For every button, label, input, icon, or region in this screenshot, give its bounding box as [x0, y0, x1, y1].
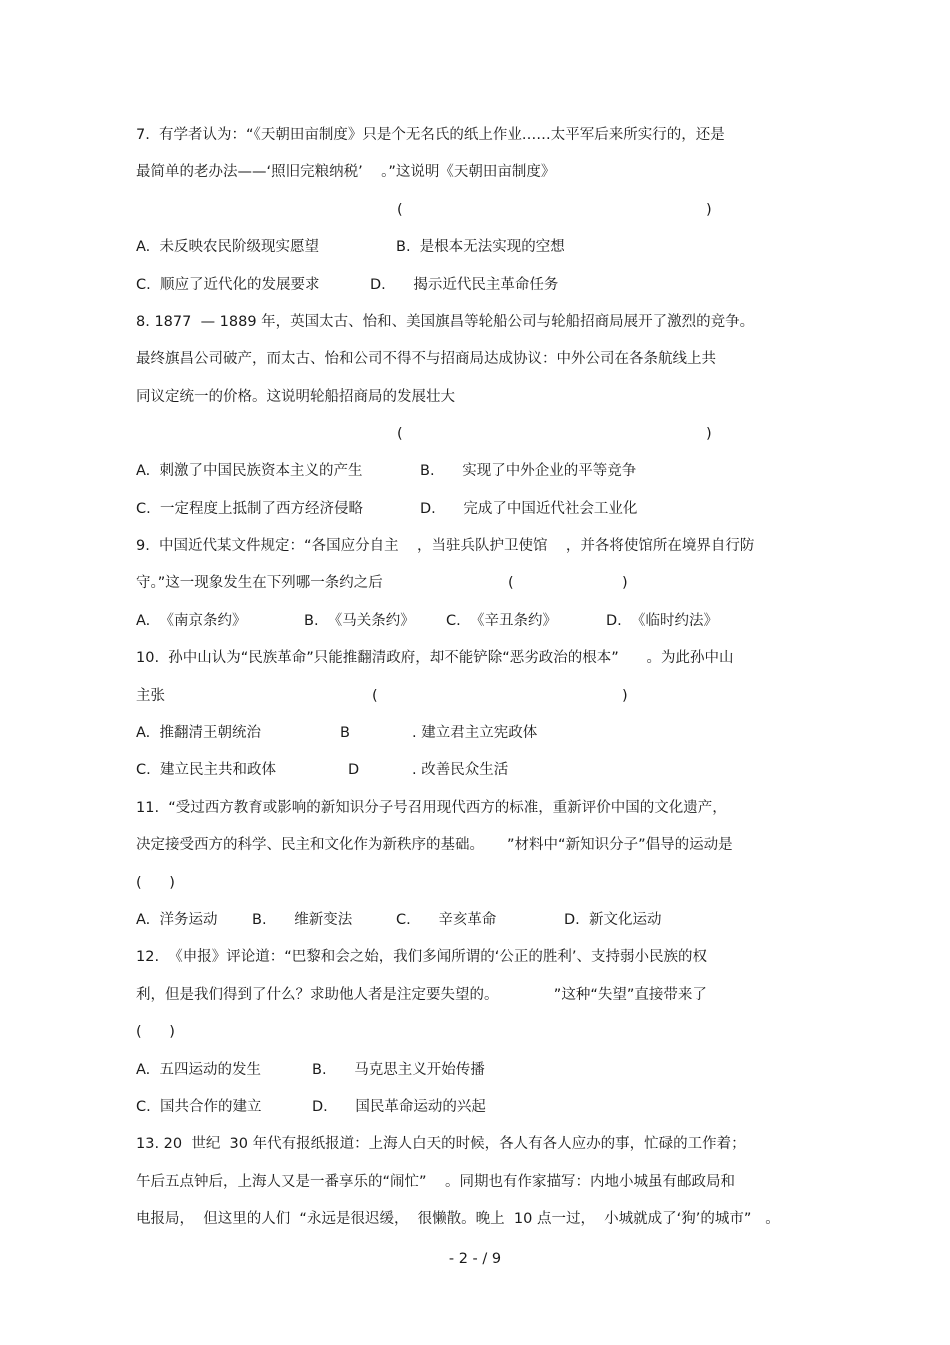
- q9-option-b: B. 《马关条约》: [304, 613, 415, 629]
- q10-option-d-letter: D: [348, 762, 360, 778]
- q12-option-d: D. 国民革命运动的兴起: [312, 1099, 486, 1115]
- q10-line-2: 主张: [136, 688, 165, 704]
- q9-option-c: C. 《辛丑条约》: [446, 613, 557, 629]
- q10-option-b-letter: B: [340, 725, 350, 741]
- q8-line-3: 同议定统一的价格。这说明轮船招商局的发展壮大: [136, 389, 455, 405]
- q8-option-c: C. 一定程度上抵制了西方经济侵略: [136, 501, 363, 517]
- q11-line-1: 11. “受过西方教育或影响的新知识分子号召用现代西方的标准，重新评价中国的文化遗产，: [136, 800, 727, 816]
- q8-line-2: 最终旗昌公司破产，而太古、怡和公司不得不与招商局达成协议：中外公司在各条航线上共: [136, 351, 716, 367]
- q8-option-a: A. 刺激了中国民族资本主义的产生: [136, 463, 363, 479]
- q7-paren-open: (: [397, 202, 403, 218]
- q8-option-d: D. 完成了中国近代社会工业化: [420, 501, 638, 517]
- q12-option-c: C. 国共合作的建立: [136, 1099, 262, 1115]
- q10-paren-close: ): [622, 688, 628, 704]
- q11-answer-paren: ( ): [136, 875, 175, 891]
- q8-option-b: B. 实现了中外企业的平等竞争: [420, 463, 637, 479]
- q13-line-1: 13. 20 世纪 30 年代有报纸报道：上海人白天的时候，各人有各人应办的事，忙碌的工作着；: [136, 1136, 746, 1152]
- q9-line-1: 9. 中国近代某文件规定：“各国应分自主 ，当驻兵队护卫使馆 ，并各将使馆所在境界自行防: [136, 538, 755, 554]
- q9-option-a: A. 《南京条约》: [136, 613, 247, 629]
- q10-line-1: 10. 孙中山认为“民族革命”只能推翻清政府，却不能铲除“恶劣政治的根本” 。为此孙中山: [136, 650, 734, 666]
- q7-option-b: B. 是根本无法实现的空想: [396, 239, 565, 255]
- q10-option-b-text: . 建立君主立宪政体: [412, 725, 538, 741]
- q7-option-d: D. 揭示近代民主革命任务: [370, 277, 559, 293]
- q10-option-d-text: . 改善民众生活: [412, 762, 509, 778]
- q11-line-2: 决定接受西方的科学、民主和文化作为新秩序的基础。 ”材料中“新知识分子”倡导的运动是: [136, 837, 733, 853]
- q7-option-c: C. 顺应了近代化的发展要求: [136, 277, 320, 293]
- q8-paren-open: (: [397, 426, 403, 442]
- q7-line-1: 7. 有学者认为：“《天朝田亩制度》只是个无名氏的纸上作业……太平军后来所实行的，还是: [136, 127, 725, 143]
- q10-paren-open: (: [372, 688, 378, 704]
- q9-line-2: 守。”这一现象发生在下列哪一条约之后: [136, 575, 383, 591]
- q9-paren-close: ): [622, 575, 628, 591]
- page-number: - 2 - / 9: [448, 1251, 502, 1267]
- q7-paren-close: ): [706, 202, 712, 218]
- q7-line-2: 最简单的老办法——‘照旧完粮纳税’ 。”这说明《天朝田亩制度》: [136, 164, 556, 180]
- q12-answer-paren: ( ): [136, 1024, 175, 1040]
- q12-line-1: 12. 《申报》评论道：“巴黎和会之始，我们多闻所谓的‘公正的胜利’、支持弱小民族的权: [136, 949, 708, 965]
- q11-option-b: B. 维新变法: [252, 912, 353, 928]
- q11-option-d: D. 新文化运动: [564, 912, 662, 928]
- q12-option-a: A. 五四运动的发生: [136, 1062, 261, 1078]
- q8-paren-close: ): [706, 426, 712, 442]
- q13-line-2: 午后五点钟后，上海人又是一番享乐的“闹忙” 。同期也有作家描写：内地小城虽有邮政局和: [136, 1174, 735, 1190]
- q7-option-a: A. 未反映农民阶级现实愿望: [136, 239, 319, 255]
- q10-option-c: C. 建立民主共和政体: [136, 762, 276, 778]
- q12-line-2: 利，但是我们得到了什么？求助他人者是注定要失望的。 ”这种“失望”直接带来了: [136, 987, 707, 1003]
- q13-line-3: 电报局， 但这里的人们 “永远是很迟缓， 很懒散。晚上 10 点一过， 小城就成了‘狗’的城市” 。: [136, 1211, 780, 1227]
- q11-option-c: C. 辛亥革命: [396, 912, 497, 928]
- q12-option-b: B. 马克思主义开始传播: [312, 1062, 485, 1078]
- q11-option-a: A. 洋务运动: [136, 912, 218, 928]
- q9-option-d: D. 《临时约法》: [606, 613, 718, 629]
- q10-option-a: A. 推翻清王朝统治: [136, 725, 261, 741]
- q9-paren-open: (: [508, 575, 514, 591]
- q8-line-1: 8. 1877 — 1889 年，英国太古、怡和、美国旗昌等轮船公司与轮船招商局展开了激烈的竞争。: [136, 314, 755, 330]
